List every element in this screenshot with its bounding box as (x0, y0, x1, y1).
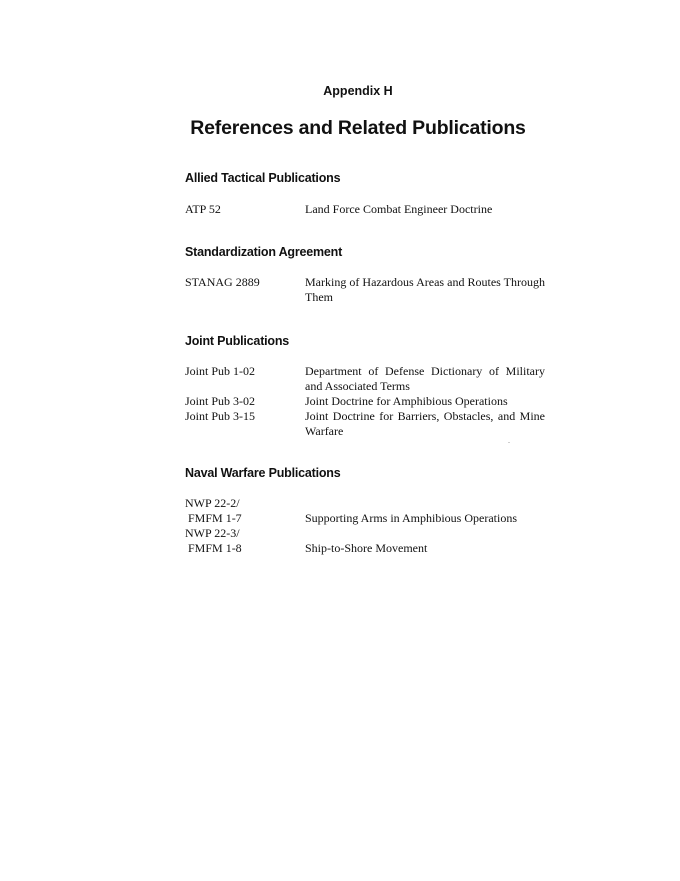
reference-title: Joint Doctrine for Amphibious Operations (305, 394, 508, 408)
reference-code: FMFM 1-7 (185, 511, 242, 525)
reference-list (185, 275, 545, 305)
reference-row (185, 526, 545, 541)
reference-code: Joint Pub 3-15 (185, 409, 256, 423)
section-heading: Joint Publications (185, 334, 290, 348)
section-allied-tactical-publications (185, 170, 545, 217)
section-heading: Naval Warfare Publications (185, 466, 341, 480)
reference-title: Supporting Arms in Amphibious Operations (305, 511, 518, 525)
reference-code: FMFM 1-8 (185, 541, 242, 555)
reference-row (185, 541, 545, 556)
reference-row (185, 202, 545, 217)
appendix-label: Appendix H (323, 84, 393, 98)
reference-code: ATP 52 (185, 202, 221, 216)
reference-title: Department of Defense Dictionary of Military and Associated Terms (305, 364, 545, 393)
reference-row (185, 394, 545, 409)
reference-list (185, 364, 545, 439)
reference-title: Ship-to-Shore Movement (305, 541, 428, 555)
reference-code: NWP 22-3/ (185, 526, 240, 540)
reference-row (185, 409, 545, 439)
reference-row (185, 364, 545, 394)
reference-title: Marking of Hazardous Areas and Routes Through Them (305, 275, 545, 304)
page-title: References and Related Publications (190, 117, 526, 139)
reference-code: Joint Pub 3-02 (185, 394, 256, 408)
section-heading: Allied Tactical Publications (185, 171, 341, 185)
reference-code: Joint Pub 1-02 (185, 364, 256, 378)
reference-list (185, 202, 545, 217)
scan-speck (508, 442, 510, 443)
section-standardization-agreement (185, 244, 545, 305)
reference-list (185, 496, 545, 556)
reference-title (305, 526, 545, 541)
section-joint-publications (185, 333, 545, 439)
reference-title: Joint Doctrine for Barriers, Obstacles, and Mine Warfare (305, 409, 545, 438)
reference-code: NWP 22-2/ (185, 496, 240, 510)
reference-row (185, 496, 545, 511)
reference-row (185, 275, 545, 305)
section-heading: Standardization Agreement (185, 245, 343, 259)
section-naval-warfare-publications (185, 465, 545, 556)
reference-row (185, 511, 545, 526)
reference-code: STANAG 2889 (185, 275, 260, 289)
reference-title: Land Force Combat Engineer Doctrine (305, 202, 493, 216)
reference-title (305, 496, 545, 511)
